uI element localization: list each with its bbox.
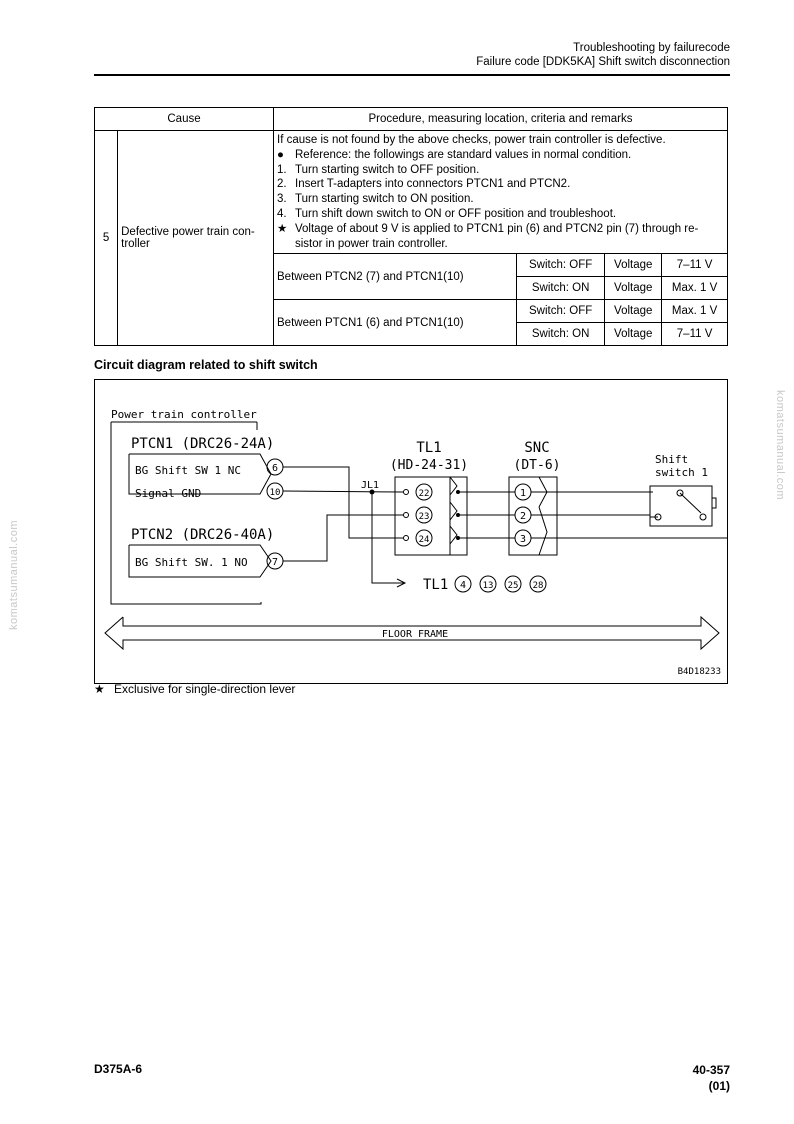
tl1-ref-label: TL1 [423, 577, 449, 593]
proc-line-text: Reference: the followings are standard values in normal condition. [295, 148, 632, 161]
ptcn1-pin-6: 6 [271, 463, 279, 474]
measure-value: Max. 1 V [662, 277, 728, 300]
proc-line [277, 207, 724, 222]
watermark-right: komatsumanual.com [774, 390, 786, 500]
ptcn1-signal-2: Signal GND [135, 487, 202, 500]
tl1-pin-24: 24 [418, 535, 430, 545]
controller-label: Power train controller [111, 408, 257, 421]
star-marker: ★ [277, 222, 288, 235]
proc-line-text: Turn starting switch to ON position. [295, 193, 474, 206]
measure-value: Max. 1 V [662, 300, 728, 323]
ptcn1-label: PTCN1 (DRC26-24A) [131, 436, 275, 452]
tl1-ref-pin: 4 [459, 580, 467, 591]
proc-line [277, 163, 724, 178]
switch-blade [680, 493, 701, 513]
proc-line-text: Turn starting switch to OFF position. [295, 163, 480, 176]
footer-page-info [693, 1062, 730, 1094]
proc-line-text: If cause is not found by the above checks, power train controller is defective. [277, 134, 666, 146]
circuit-svg [95, 380, 727, 683]
measure-location: Between PTCN1 (6) and PTCN1(10) [274, 300, 517, 346]
col-header-procedure: Procedure, measuring location, criteria and remarks [274, 108, 728, 131]
snc-pin-2: 2 [519, 511, 527, 522]
measure-value: 7–11 V [662, 323, 728, 346]
step-marker: 3. [277, 193, 287, 206]
snc-pin-1: 1 [519, 488, 527, 499]
proc-line-text: sistor in power train controller. [295, 237, 448, 250]
figure-code: B4D18233 [677, 667, 721, 677]
switch-contact [700, 514, 706, 520]
proc-line-text: Insert T-adapters into connectors PTCN1 and PTCN2. [295, 178, 571, 191]
tl1-chevron [450, 477, 457, 495]
switch-state: Switch: ON [517, 277, 605, 300]
ptcn2-label: PTCN2 (DRC26-40A) [131, 527, 275, 543]
switch-state: Switch: OFF [517, 300, 605, 323]
tl1-contact-dot [456, 490, 460, 494]
header-rule [94, 74, 730, 76]
ptcn2-pin-7: 7 [271, 557, 279, 568]
step-marker: 4. [277, 207, 287, 220]
header-section: Troubleshooting by failurecode [573, 42, 730, 54]
tl1-label: TL1 [416, 440, 442, 456]
tl1-ref-pin: 28 [532, 581, 544, 591]
footnote-text: Exclusive for single-direction lever [114, 682, 296, 696]
shift-switch-label-1: Shift [655, 453, 689, 466]
snc-chevron [539, 507, 547, 555]
measure-value: 7–11 V [662, 254, 728, 277]
cause-number: 5 [95, 131, 118, 346]
tl1-terminal [404, 490, 409, 495]
star-marker: ★ [94, 682, 105, 696]
proc-line [277, 133, 724, 148]
measure-quantity: Voltage [605, 300, 662, 323]
page-number: 40-357 [692, 1063, 730, 1077]
col-header-cause: Cause [95, 108, 274, 131]
tl1-contact-dot [456, 513, 460, 517]
snc-pin-3: 3 [519, 534, 527, 545]
shift-switch-actuator [712, 498, 716, 508]
ptcn1-signal-1: BG Shift SW 1 NC [135, 464, 241, 477]
jl1-label: JL1 [361, 480, 380, 491]
proc-line [277, 148, 724, 163]
snc-label: SNC [524, 440, 550, 456]
shift-switch-label-2: switch 1 [655, 466, 708, 479]
proc-line-text: Voltage of about 9 V is applied to PTCN1 pin (6) and PTCN2 pin (7) through re- [295, 222, 699, 235]
tl1-pin-23: 23 [418, 512, 430, 522]
tl1-terminal [404, 513, 409, 518]
tl1-ref-pin: 25 [507, 581, 519, 591]
proc-line [277, 237, 724, 252]
tl1-contact-dot [456, 536, 460, 540]
bullet-marker: ● [277, 148, 284, 161]
proc-line-text: Turn shift down switch to ON or OFF position and troubleshoot. [295, 207, 617, 220]
step-marker: 1. [277, 163, 287, 176]
tl1-chevron [450, 502, 457, 520]
header-failure-code: Failure code [DDK5KA] Shift switch disconnection [476, 56, 730, 68]
footnote [94, 682, 295, 696]
proc-line [277, 192, 724, 207]
measure-quantity: Voltage [605, 277, 662, 300]
switch-state: Switch: OFF [517, 254, 605, 277]
proc-line [277, 222, 724, 237]
tl1-ref-pin: 13 [482, 581, 494, 591]
section-title: Circuit diagram related to shift switch [94, 358, 318, 372]
ptcn1-pin-10: 10 [269, 488, 281, 498]
ptcn2-signal-1: BG Shift SW. 1 NO [135, 556, 248, 569]
measure-location: Between PTCN2 (7) and PTCN1(10) [274, 254, 517, 300]
wire-ptcn1-10 [283, 491, 403, 492]
circuit-diagram [94, 379, 728, 684]
tl1-terminal [404, 536, 409, 541]
tl1-chevron [450, 526, 457, 544]
step-marker: 2. [277, 178, 287, 191]
measure-quantity: Voltage [605, 323, 662, 346]
procedure-text [274, 131, 728, 254]
revision: (01) [708, 1079, 730, 1093]
tl1-pin-22: 22 [418, 489, 430, 499]
watermark-left: komatsumanual.com [8, 520, 20, 630]
snc-part: (DT-6) [513, 458, 561, 473]
cause-table [94, 107, 728, 346]
proc-line [277, 177, 724, 192]
wire-ptcn1-6 [283, 467, 403, 538]
footer-model: D375A-6 [94, 1062, 143, 1076]
measure-quantity: Voltage [605, 254, 662, 277]
cause-description: Defective power train con- troller [118, 131, 274, 346]
page-header [476, 41, 730, 69]
switch-state: Switch: ON [517, 323, 605, 346]
floor-frame-label: FLOOR FRAME [381, 629, 449, 640]
tl1-part: (HD-24-31) [389, 458, 469, 473]
